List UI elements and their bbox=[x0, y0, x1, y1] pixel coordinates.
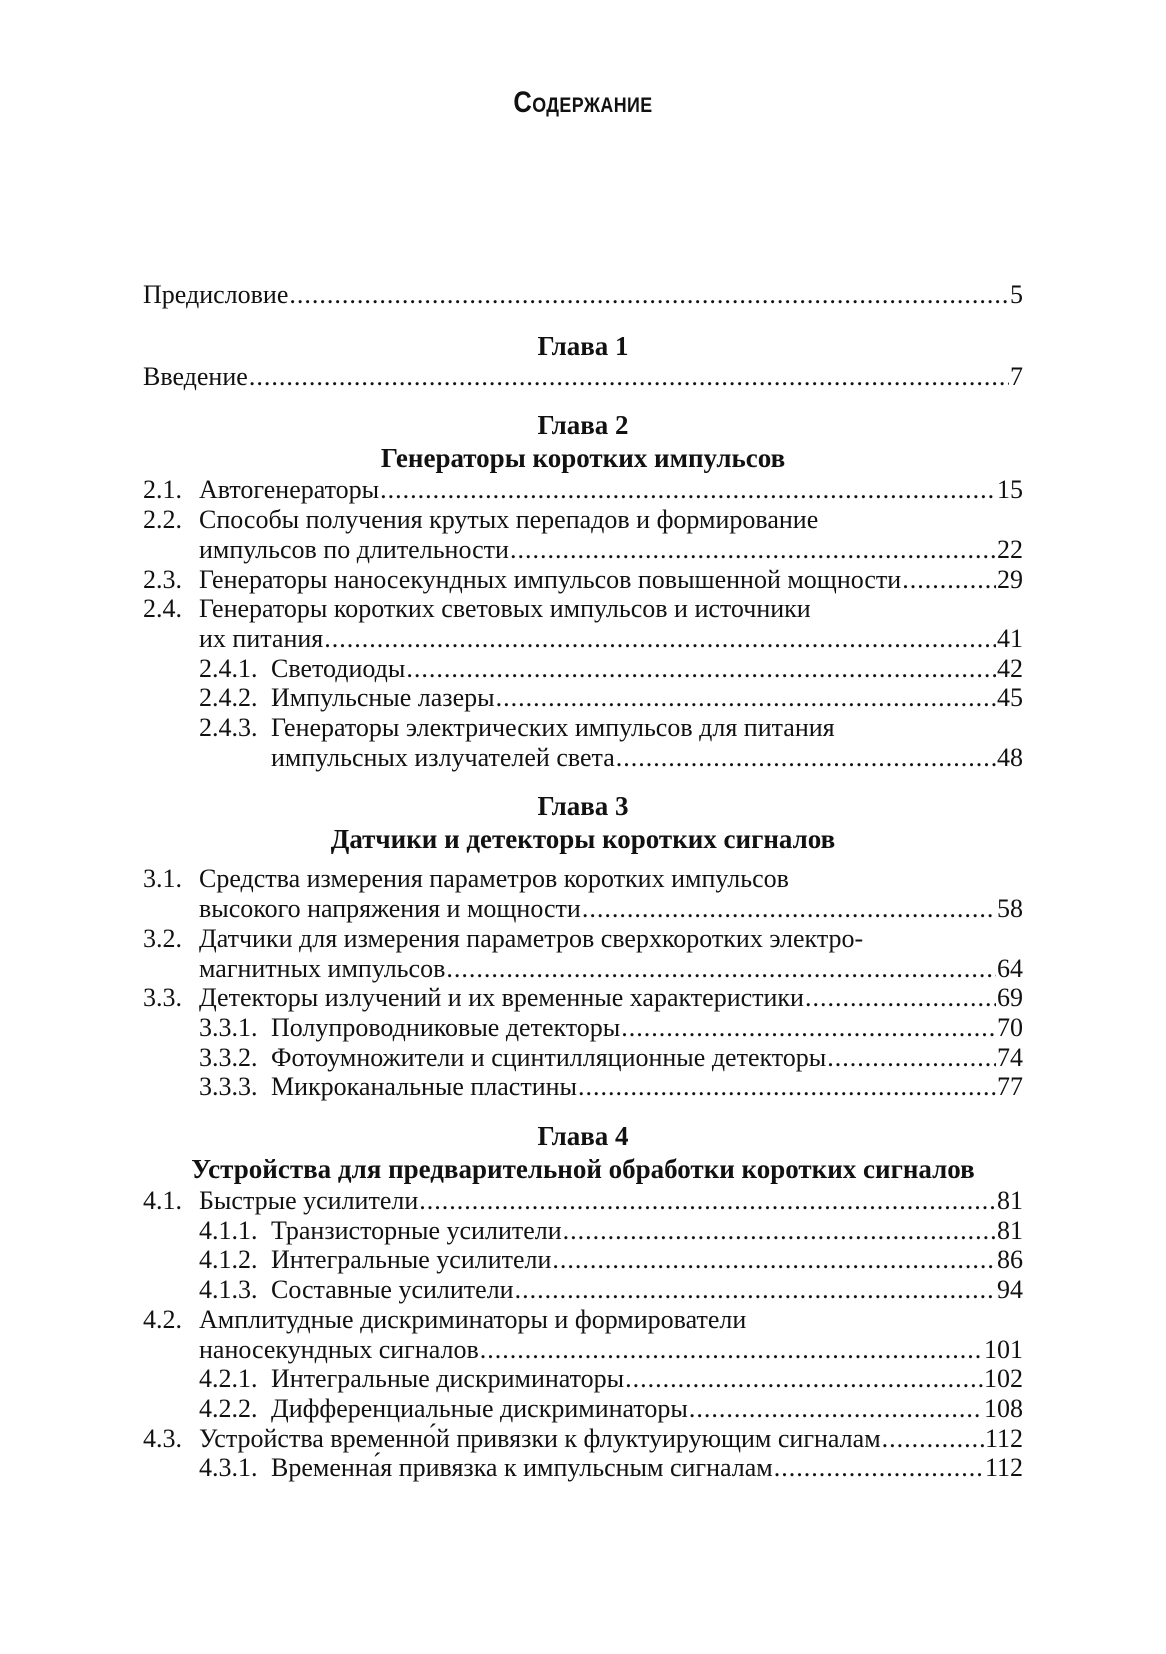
toc-entry-title-continued: высокого напряжения и мощности bbox=[199, 894, 581, 924]
dot-leader bbox=[380, 475, 996, 505]
chapter-3-name: Датчики и детекторы коротких сигналов bbox=[330, 824, 836, 855]
toc-entry-page: 42 bbox=[997, 653, 1023, 683]
toc-entry-2-2[interactable] bbox=[143, 505, 1023, 535]
dot-leader bbox=[882, 1424, 984, 1454]
dot-leader bbox=[406, 654, 996, 684]
toc-entry-title: Генераторы коротких световых импульсов и источники bbox=[199, 594, 811, 624]
toc-entry-number: 3.3. bbox=[143, 983, 182, 1013]
toc-entry-page: 81 bbox=[997, 1186, 1023, 1216]
toc-entry-page: 41 bbox=[997, 623, 1023, 653]
toc-entry-page: 81 bbox=[997, 1215, 1023, 1245]
toc-entry-number: 2.4. bbox=[143, 594, 182, 624]
dot-leader bbox=[689, 1394, 983, 1424]
toc-entry-4-1-1[interactable] bbox=[143, 1216, 1023, 1246]
toc-entry-page: 45 bbox=[997, 683, 1023, 713]
toc-entry-page: 5 bbox=[1010, 280, 1023, 309]
dot-leader bbox=[515, 1275, 996, 1305]
toc-entry-preface[interactable] bbox=[143, 280, 1023, 310]
toc-entry-page: 58 bbox=[997, 894, 1023, 924]
toc-entry-page: 94 bbox=[997, 1275, 1023, 1305]
toc-entry-4-2-continued[interactable] bbox=[143, 1335, 1023, 1365]
toc-entry-title: Автогенераторы bbox=[199, 475, 380, 505]
toc-entry-title: Фотоумножители и сцинтилляционные детекторы bbox=[271, 1042, 827, 1072]
toc-entry-3-2[interactable] bbox=[143, 924, 1023, 954]
toc-entry-page: 112 bbox=[984, 1453, 1023, 1483]
toc-entry-2-4-3[interactable] bbox=[143, 713, 1023, 743]
toc-entry-2-4-1[interactable] bbox=[143, 654, 1023, 684]
dot-leader bbox=[805, 983, 996, 1013]
dot-leader bbox=[616, 743, 996, 773]
toc-entry-number: 4.1.2. bbox=[199, 1245, 258, 1275]
toc-entry-4-1-3[interactable] bbox=[143, 1275, 1023, 1305]
toc-entry-2-4-2[interactable] bbox=[143, 683, 1023, 713]
dot-leader bbox=[625, 1364, 983, 1394]
chapter-2-heading: Глава 2 bbox=[537, 410, 629, 441]
toc-entry-title: Интегральные дискриминаторы bbox=[271, 1364, 625, 1394]
dot-leader bbox=[289, 280, 1009, 310]
toc-entry-4-2-2[interactable] bbox=[143, 1394, 1023, 1424]
toc-entry-4-2[interactable] bbox=[143, 1305, 1023, 1335]
toc-entry-title: Составные усилители bbox=[271, 1275, 514, 1305]
toc-entry-page: 29 bbox=[997, 564, 1023, 594]
toc-entry-title-continued: магнитных импульсов bbox=[199, 953, 446, 983]
toc-entry-title: Светодиоды bbox=[271, 653, 406, 683]
toc-entry-4-3-1[interactable] bbox=[143, 1453, 1023, 1483]
dot-leader bbox=[827, 1043, 996, 1073]
toc-entry-2-3[interactable] bbox=[143, 565, 1023, 595]
toc-entry-number: 2.4.3. bbox=[199, 713, 258, 743]
toc-entry-title: Интегральные усилители bbox=[271, 1245, 552, 1275]
toc-entry-title: Амплитудные дискриминаторы и формирователи bbox=[199, 1304, 747, 1334]
toc-entry-number: 3.3.1. bbox=[199, 1012, 258, 1042]
toc-entry-number: 2.3. bbox=[143, 564, 182, 594]
table-of-contents bbox=[143, 280, 1023, 1483]
toc-entry-page: 74 bbox=[997, 1042, 1023, 1072]
toc-entry-3-3-2[interactable] bbox=[143, 1043, 1023, 1073]
toc-entry-title: Способы получения крутых перепадов и формирование bbox=[199, 505, 819, 535]
toc-entry-title-continued: их питания bbox=[199, 623, 324, 653]
toc-entry-page: 7 bbox=[1010, 361, 1023, 391]
chapter-3-heading: Глава 3 bbox=[537, 791, 629, 822]
toc-entry-number: 4.1.1. bbox=[199, 1215, 258, 1245]
chapter-1-heading: Глава 1 bbox=[537, 330, 629, 361]
dot-leader bbox=[552, 1245, 996, 1275]
toc-entry-4-3[interactable] bbox=[143, 1424, 1023, 1454]
dot-leader bbox=[510, 535, 996, 565]
dot-leader bbox=[324, 624, 996, 654]
toc-entry-number: 3.1. bbox=[143, 864, 182, 894]
toc-entry-number: 4.3. bbox=[143, 1423, 182, 1453]
toc-entry-title: Датчики для измерения параметров сверхкоротких электро- bbox=[199, 923, 864, 953]
toc-entry-title: Предисловие bbox=[143, 280, 289, 309]
toc-entry-4-1[interactable] bbox=[143, 1186, 1023, 1216]
toc-entry-title: Дифференциальные дискриминаторы bbox=[271, 1393, 688, 1423]
toc-entry-number: 2.2. bbox=[143, 505, 182, 535]
toc-entry-title: Генераторы наносекундных импульсов повышенной мощности bbox=[199, 564, 902, 594]
toc-entry-4-2-1[interactable] bbox=[143, 1364, 1023, 1394]
toc-entry-number: 3.3.3. bbox=[199, 1072, 258, 1102]
toc-entry-title-continued: наносекундных сигналов bbox=[199, 1334, 479, 1364]
toc-entry-title: Введение bbox=[143, 361, 248, 391]
toc-entry-title: Импульсные лазеры bbox=[271, 683, 495, 713]
toc-entry-2-4[interactable] bbox=[143, 594, 1023, 624]
toc-entry-page: 101 bbox=[984, 1334, 1023, 1364]
toc-entry-page: 112 bbox=[984, 1423, 1023, 1453]
dot-leader bbox=[249, 362, 1009, 392]
toc-entry-3-3-3[interactable] bbox=[143, 1072, 1023, 1102]
toc-entry-page: 48 bbox=[997, 742, 1023, 772]
toc-entry-4-1-2[interactable] bbox=[143, 1245, 1023, 1275]
toc-entry-number: 4.2. bbox=[143, 1304, 182, 1334]
toc-entry-3-1[interactable] bbox=[143, 864, 1023, 894]
toc-entry-page: 70 bbox=[997, 1012, 1023, 1042]
dot-leader bbox=[578, 1072, 996, 1102]
dot-leader bbox=[621, 1013, 996, 1043]
toc-entry-page: 69 bbox=[997, 983, 1023, 1013]
chapter-2-name: Генераторы коротких импульсов bbox=[380, 443, 786, 474]
dot-leader bbox=[582, 894, 996, 924]
toc-entry-number: 3.3.2. bbox=[199, 1042, 258, 1072]
chapter-4-name: Устройства для предварительной обработки коротких сигналов bbox=[191, 1154, 975, 1185]
toc-entry-title: Детекторы излучений и их временные характеристики bbox=[199, 983, 804, 1013]
dot-leader bbox=[496, 683, 996, 713]
dot-leader bbox=[446, 954, 996, 984]
toc-entry-number: 2.4.2. bbox=[199, 683, 258, 713]
dot-leader bbox=[774, 1453, 984, 1483]
toc-entry-title: Микроканальные пластины bbox=[271, 1072, 578, 1102]
toc-entry-title-continued: импульсных излучателей света bbox=[271, 742, 615, 772]
toc-entry-title: Генераторы электрических импульсов для питания bbox=[271, 713, 835, 743]
toc-entry-number: 2.1. bbox=[143, 475, 182, 505]
dot-leader bbox=[480, 1335, 983, 1365]
toc-entry-page: 64 bbox=[997, 953, 1023, 983]
chapter-4-heading: Глава 4 bbox=[537, 1121, 629, 1152]
dot-leader bbox=[563, 1216, 996, 1246]
toc-entry-introduction[interactable] bbox=[143, 362, 1023, 392]
toc-entry-title: Транзисторные усилители bbox=[271, 1215, 562, 1245]
dot-leader bbox=[419, 1186, 996, 1216]
toc-entry-page: 77 bbox=[997, 1072, 1023, 1102]
toc-entry-3-3-1[interactable] bbox=[143, 1013, 1023, 1043]
toc-entry-title: Быстрые усилители bbox=[199, 1186, 419, 1216]
dot-leader bbox=[902, 565, 996, 595]
toc-entry-title: Устройства временно́й привязки к флуктуирующим сигналам bbox=[199, 1423, 881, 1453]
toc-entry-2-1[interactable] bbox=[143, 475, 1023, 505]
toc-entry-title: Временна́я привязка к импульсным сигналам bbox=[271, 1453, 773, 1483]
toc-entry-title: Средства измерения параметров коротких импульсов bbox=[199, 864, 789, 894]
toc-entry-page: 15 bbox=[997, 475, 1023, 505]
toc-entry-number: 4.1. bbox=[143, 1186, 182, 1216]
toc-entry-number: 4.1.3. bbox=[199, 1275, 258, 1305]
toc-entry-2-4-3-continued[interactable] bbox=[143, 743, 1023, 773]
toc-entry-3-3[interactable] bbox=[143, 983, 1023, 1013]
toc-entry-3-2-continued[interactable] bbox=[143, 954, 1023, 984]
toc-entry-number: 2.4.1. bbox=[199, 653, 258, 683]
toc-entry-page: 86 bbox=[997, 1245, 1023, 1275]
toc-entry-number: 4.2.2. bbox=[199, 1393, 258, 1423]
toc-entry-title-continued: импульсов по длительности bbox=[199, 534, 509, 564]
page-title: Содержание bbox=[513, 86, 653, 119]
toc-entry-page: 102 bbox=[984, 1364, 1023, 1394]
toc-entry-3-1-continued[interactable] bbox=[143, 894, 1023, 924]
toc-entry-2-2-continued[interactable] bbox=[143, 535, 1023, 565]
toc-entry-2-4-continued[interactable] bbox=[143, 624, 1023, 654]
toc-entry-page: 108 bbox=[984, 1393, 1023, 1423]
toc-entry-number: 4.2.1. bbox=[199, 1364, 258, 1394]
toc-entry-page: 22 bbox=[997, 534, 1023, 564]
toc-entry-title: Полупроводниковые детекторы bbox=[271, 1012, 621, 1042]
toc-entry-number: 4.3.1. bbox=[199, 1453, 258, 1483]
toc-entry-number: 3.2. bbox=[143, 923, 182, 953]
